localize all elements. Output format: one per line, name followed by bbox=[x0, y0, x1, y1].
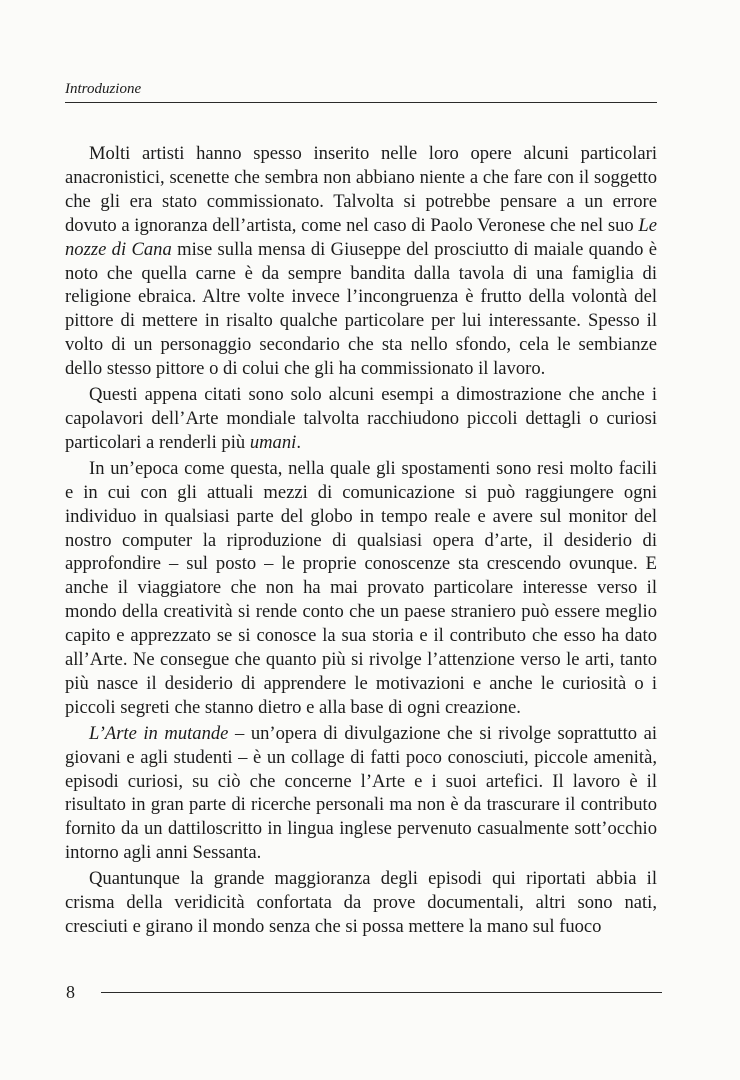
header-rule bbox=[65, 102, 657, 103]
paragraph: Quantunque la grande maggioranza degli episodi qui riportati abbia il crisma della veridicità confortata da prove documentali, altri sono nati, cresciuti e girano il mondo senza che si possa mettere la mano sul fuoco bbox=[65, 868, 657, 937]
paragraph: L’Arte in mutande – un’opera di divulgazione che si rivolge soprattutto ai giovani e agli studenti – è un collage di fatti poco conosciuti, piccole amenità, episodi curiosi, su ciò che concerne l’Arte e i suoi artefici. Il lavoro è il risultato in gran parte di ricerche personali ma non è da trascurare il contributo fornito da un dattiloscritto in lingua inglese pervenuto casualmente sott’occhio intorno agli anni Sessanta. bbox=[65, 722, 657, 864]
header-title: Introduzione bbox=[65, 81, 142, 97]
book-title: L’Arte in mutande bbox=[89, 722, 229, 744]
footer-rule bbox=[101, 992, 662, 993]
page-footer bbox=[66, 982, 662, 1002]
page-number: 8 bbox=[66, 982, 75, 1002]
body-text bbox=[65, 142, 657, 939]
paragraph: In un’epoca come questa, nella quale gli spostamenti sono resi molto facili e in cui con gli attuali mezzi di comunicazione si può raggiungere ogni individuo in qualsiasi parte del globo in tempo reale e avere sul monitor del nostro computer la riproduzione di qualsiasi opera d’arte, il desiderio di approfondire – sul posto – le proprie conoscenze sta crescendo ovunque. E anche il viaggiatore che non ha mai provato particolare interesse verso il mondo della creatività si rende conto che un paese straniero può essere meglio capito e apprezzato se si conosce la sua storia e il contributo che esso ha dato all’Arte. Ne consegue che quanto più si rivolge l’attenzione verso le arti, tanto più nasce il desiderio di apprendere le motivazioni e anche le curiosità o i piccoli segreti che stanno dietro e alla base di ogni creazione. bbox=[65, 457, 657, 718]
painting-title: Le nozze di Cana bbox=[65, 214, 657, 260]
italic-word: umani bbox=[249, 431, 297, 453]
running-header bbox=[65, 80, 657, 103]
paragraph: Molti artisti hanno spesso inserito nelle loro opere alcuni particolari anacronistici, scenette che sembra non abbiano niente a che fare con il soggetto che gli era stato commissionato. Talvolta si potrebbe pensare a un errore dovuto a ignoranza dell’artista, come nel caso di Paolo Veronese che nel suo Le nozze di Cana mise sulla mensa di Giuseppe del prosciutto di maiale quando è noto che quella carne è da sempre bandita dalla tavola di una famiglia di religione ebraica. Altre volte invece l’incongruenza è frutto della volontà del pittore di mettere in risalto qualche particolare per lui interessante. Spesso il volto di un personaggio secondario che sta nello sfondo, cela le sembianze dello stesso pittore o di colui che gli ha commissionato il lavoro. bbox=[65, 143, 657, 380]
paragraph: Questi appena citati sono solo alcuni esempi a dimostrazione che anche i capolavori dell’Arte mondiale talvolta racchiudono piccoli dettagli o curiosi particolari a renderli più umani. bbox=[65, 384, 657, 453]
